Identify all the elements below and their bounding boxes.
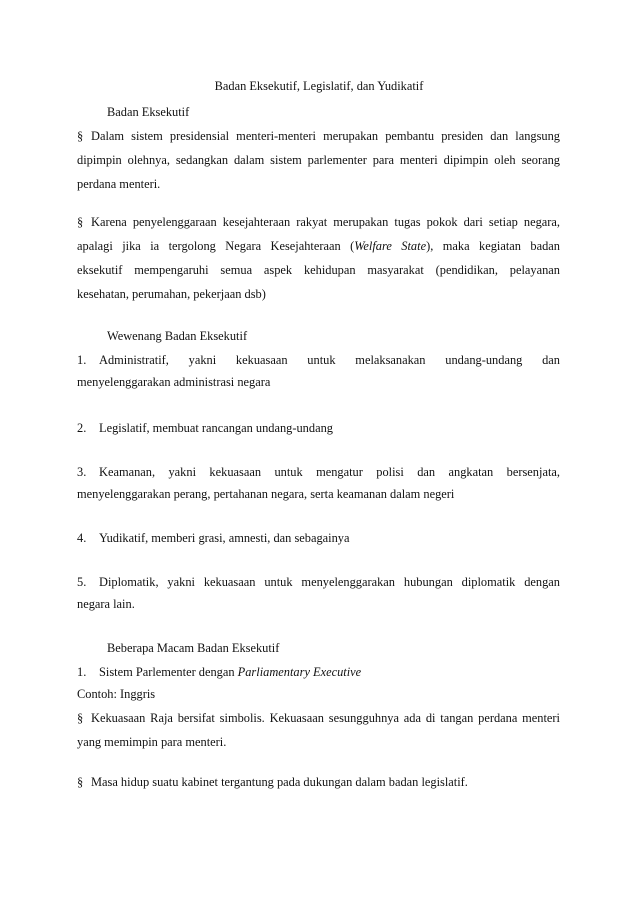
list-item-5-text-1: Diplomatik, yakni kekuasaan untuk menyelenggarakan hubungan diplomatik dengan — [99, 575, 560, 589]
list-number: 5. — [77, 575, 87, 589]
paragraph-2-text-2a: apalagi jika ia tergolong Negara Kesejahteraan ( — [77, 239, 355, 253]
list-item-1-text-1: Administratif, yakni kekuasaan untuk melaksanakan undang-undang dan — [99, 353, 560, 367]
list-item-3-line-1 — [77, 464, 560, 480]
paragraph-1-line-1 — [77, 128, 560, 144]
example-line: Contoh: Inggris — [77, 687, 156, 701]
paragraph-3-text-1: Kekuasaan Raja bersifat simbolis. Kekuasaan sesungguhnya ada di tangan perdana menteri — [91, 711, 560, 725]
list-item-5-line-1 — [77, 574, 560, 590]
list-item-5-line-2: negara lain. — [77, 597, 135, 611]
paragraph-4-text: Masa hidup suatu kabinet tergantung pada dukungan dalam badan legislatif. — [91, 775, 468, 789]
sub-item-1-text: Sistem Parlementer dengan — [99, 665, 238, 679]
section-symbol: § — [77, 129, 84, 143]
list-item-4-text: Yudikatif, memberi grasi, amnesti, dan sebagainya — [99, 531, 350, 545]
paragraph-1-line-3: perdana menteri. — [77, 177, 161, 191]
paragraph-2-text-1: Karena penyelenggaraan kesejahteraan rakyat merupakan tugas pokok dari setiap negara, — [91, 215, 560, 229]
list-item-1-line-2: menyelenggarakan administrasi negara — [77, 375, 271, 389]
page-title: Badan Eksekutif, Legislatif, dan Yudikatif — [214, 79, 424, 93]
section-heading-badan-eksekutif: Badan Eksekutif — [107, 105, 190, 119]
section-symbol: § — [77, 711, 84, 725]
list-number: 2. — [77, 421, 87, 435]
paragraph-4 — [77, 774, 560, 790]
section-heading-wewenang: Wewenang Badan Eksekutif — [107, 329, 248, 343]
paragraph-2-line-2 — [77, 238, 560, 254]
sub-item-1 — [77, 664, 560, 680]
welfare-state-term: Welfare State — [354, 239, 427, 253]
paragraph-2-line-4: kesehatan, perumahan, pekerjaan dsb) — [77, 287, 266, 301]
list-item-2-text: Legislatif, membuat rancangan undang-undang — [99, 421, 333, 435]
list-item-1-line-1 — [77, 352, 560, 368]
list-number: 1. — [77, 665, 87, 679]
paragraph-3-line-2: yang memimpin para menteri. — [77, 735, 227, 749]
section-symbol: § — [77, 215, 84, 229]
parliamentary-executive-term: Parliamentary Executive — [237, 665, 362, 679]
list-number: 3. — [77, 465, 87, 479]
paragraph-2-line-1 — [77, 214, 560, 230]
paragraph-3-line-1 — [77, 710, 560, 726]
list-item-3-line-2: menyelenggarakan perang, pertahanan negara, serta keamanan dalam negeri — [77, 487, 455, 501]
list-number: 4. — [77, 531, 87, 545]
section-heading-macam-badan: Beberapa Macam Badan Eksekutif — [107, 641, 280, 655]
paragraph-1-line-2: dipimpin olehnya, sedangkan dalam sistem parlementer para menteri dipimpin oleh seorang — [77, 153, 560, 167]
list-item-4 — [77, 530, 560, 546]
paragraph-2-text-2b: ), maka kegiatan badan — [426, 239, 560, 253]
section-symbol: § — [77, 775, 84, 789]
paragraph-2-line-3: eksekutif mempengaruhi semua aspek kehidupan masyarakat (pendidikan, pelayanan — [77, 263, 560, 277]
list-number: 1. — [77, 353, 87, 367]
list-item-3-text-1: Keamanan, yakni kekuasaan untuk mengatur polisi dan angkatan bersenjata, — [99, 465, 560, 479]
paragraph-1-text-1: Dalam sistem presidensial menteri-menteri merupakan pembantu presiden dan langsung — [91, 129, 560, 143]
list-item-2 — [77, 420, 560, 436]
